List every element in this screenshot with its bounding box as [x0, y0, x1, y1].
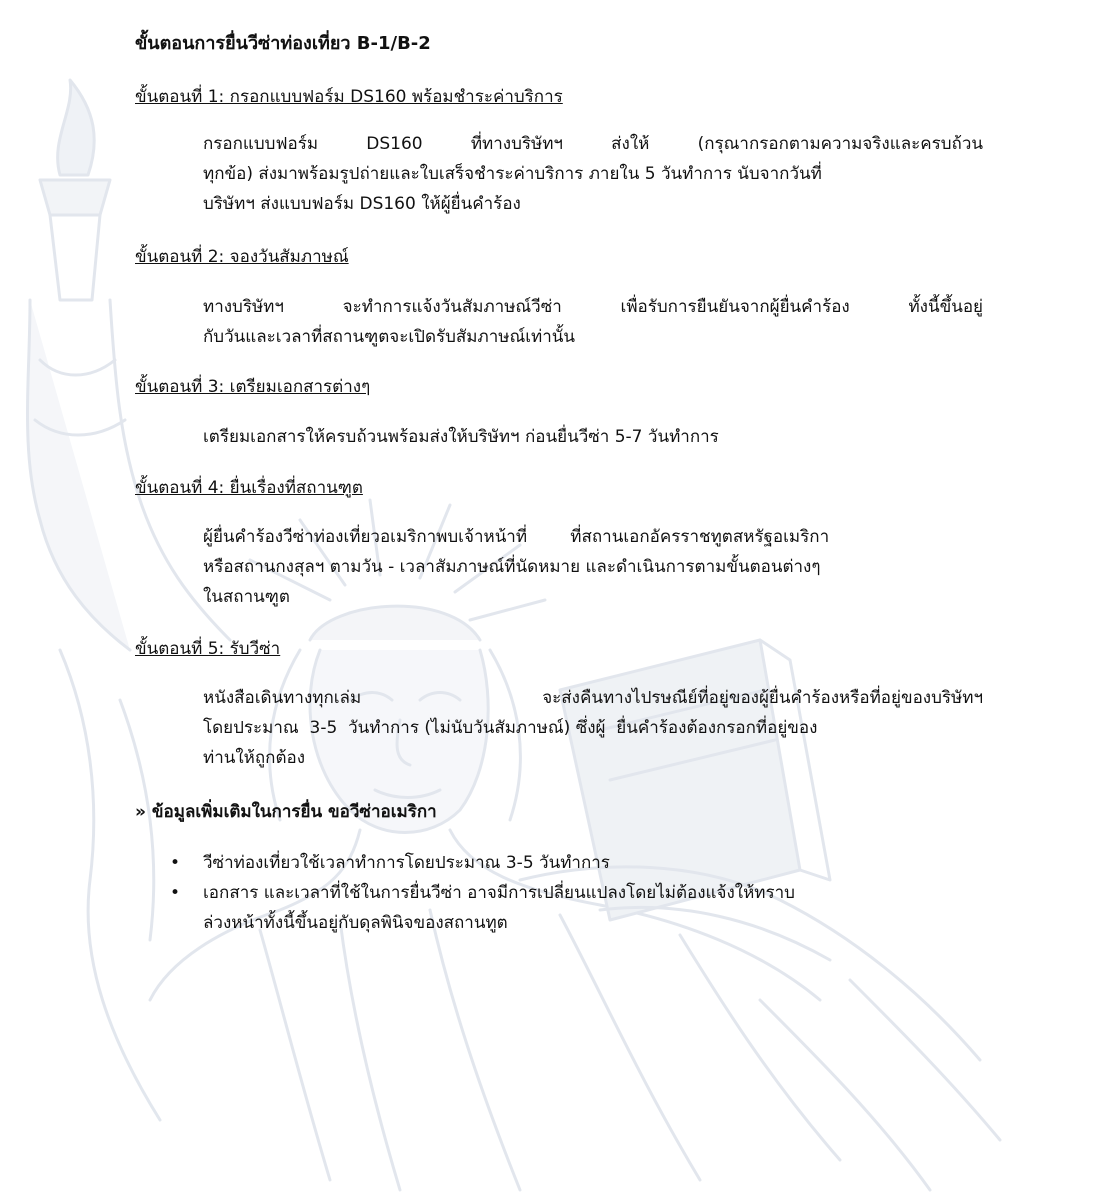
step-4-line-1: ผู้ยื่นคำร้องวีซ่าท่องเที่ยวอเมริกาพบเจ้าหน้าที่ ที่สถานเอกอัครราชทูตสหรัฐอเมริกา [203, 527, 830, 547]
step-5-body [203, 683, 983, 773]
document-title: ขั้นตอนการยื่นวีซ่าท่องเที่ยว B-1/B-2 [135, 33, 431, 54]
step-5-line-3: ท่านให้ถูกต้อง [203, 748, 306, 768]
more-info-item-2-line-1: เอกสาร และเวลาที่ใช้ในการยื่นวีซ่า อาจมีการเปลี่ยนแปลงโดยไม่ต้องแจ้งให้ทราบ [203, 883, 795, 903]
list-item [170, 878, 970, 938]
bullet-icon: • [170, 853, 181, 873]
step-4-body [203, 522, 983, 612]
step-1-body [203, 129, 983, 219]
list-item [170, 848, 970, 878]
step-3-heading: ขั้นตอนที่ 3: เตรียมเอกสารต่างๆ [135, 377, 371, 397]
step-1-line-1: กรอกแบบฟอร์ม DS160 ที่ทางบริษัทฯ ส่งให้ (กรุณากรอกตามความจริงและครบถ้วน [203, 134, 983, 154]
bullet-icon: • [170, 883, 181, 903]
step-2-heading: ขั้นตอนที่ 2: จองวันสัมภาษณ์ [135, 247, 349, 267]
step-2-line-1: ทางบริษัทฯ จะทำการแจ้งวันสัมภาษณ์วีซ่า เพื่อรับการยืนยันจากผู้ยื่นคำร้อง ทั้งนี้ขึ้นอยู่ [203, 297, 983, 317]
more-info-heading: » ข้อมูลเพิ่มเติมในการยื่น ขอวีซ่าอเมริกา [135, 802, 437, 822]
step-5-line-1: หนังสือเดินทางทุกเล่ม จะส่งคืนทางไปรษณีย์ที่อยู่ของผู้ยื่นคำร้องหรือที่อยู่ของบริษัทฯ [203, 688, 983, 708]
step-2-line-2: กับวันและเวลาที่สถานฑูตจะเปิดรับสัมภาษณ์เท่านั้น [203, 327, 576, 347]
step-1-heading: ขั้นตอนที่ 1: กรอกแบบฟอร์ม DS160 พร้อมชำระค่าบริการ [135, 87, 563, 107]
step-2-body [203, 292, 983, 352]
more-info-list [170, 848, 970, 938]
step-3-line-1: เตรียมเอกสารให้ครบถ้วนพร้อมส่งให้บริษัทฯ ก่อนยื่นวีซ่า 5-7 วันทำการ [203, 427, 719, 447]
more-info-item-1-line-1: วีซ่าท่องเที่ยวใช้เวลาทำการโดยประมาณ 3-5 วันทำการ [203, 853, 610, 873]
step-4-line-2: หรือสถานกงสุลฯ ตามวัน - เวลาสัมภาษณ์ที่นัดหมาย และดำเนินการตามขั้นตอนต่างๆ [203, 557, 821, 577]
step-4-heading: ขั้นตอนที่ 4: ยื่นเรื่องที่สถานฑูต [135, 478, 363, 498]
step-1-line-2: ทุกข้อ) ส่งมาพร้อมรูปถ่ายและใบเสร็จชำระค่าบริการ ภายใน 5 วันทำการ นับจากวันที่ [203, 164, 822, 184]
step-4-line-3: ในสถานฑูต [203, 587, 290, 607]
step-5-heading: ขั้นตอนที่ 5: รับวีซ่า [135, 639, 281, 659]
more-info-item-2-line-2: ล่วงหน้าทั้งนี้ขึ้นอยู่กับดุลพินิจของสถานทูต [203, 913, 508, 933]
step-1-line-3: บริษัทฯ ส่งแบบฟอร์ม DS160 ให้ผู้ยื่นคำร้อง [203, 194, 521, 214]
step-5-line-2: โดยประมาณ 3-5 วันทำการ (ไม่นับวันสัมภาษณ์) ซึ่งผู้ ยื่นคำร้องต้องกรอกที่อยู่ของ [203, 718, 818, 738]
step-3-body [203, 422, 983, 452]
